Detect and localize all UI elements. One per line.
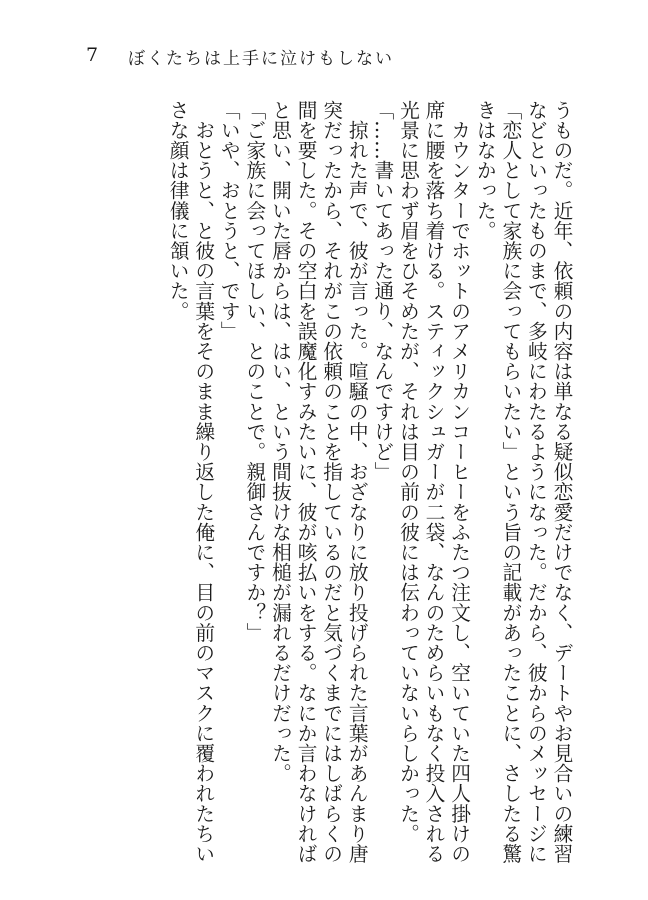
text-line: 間を要した。その空白を誤魔化すみたいに、彼が咳払いをする。なにか言わなければ: [294, 100, 318, 864]
page-header: [0, 34, 648, 74]
text-line: などといったものまで、多岐にわたるようになった。だから、彼からのメッセージに: [524, 100, 548, 864]
text-line: 席に腰を落ち着ける。スティックシュガーが二袋、なんのためらいもなく投入される: [422, 100, 446, 864]
text-line: うものだ。近年、依頼の内容は単なる疑似恋愛だけでなく、デートやお見合いの練習: [550, 100, 573, 864]
text-line: きはなかった。: [473, 100, 497, 241]
text-line: 突だったから、それがこの依頼のことを指しているのだと気づくまでにはしばらくの: [319, 100, 343, 864]
text-line: 「……書いてあった通り、なんですけど」: [370, 100, 394, 482]
text-line: さな顔は律儀に頷いた。: [166, 100, 190, 322]
text-line: カウンターでホットのアメリカンコーヒーをふたつ注文し、空いていた四人掛けの: [447, 100, 471, 864]
vertical-text-body: [165, 100, 575, 864]
page-number: 7: [86, 44, 100, 66]
text-line: 「ご家族に会ってほしい、とのことで。親御さんですか？」: [242, 100, 266, 643]
text-line: 掠れた声で、彼が言った。喧騒の中、おざなりに放り投げられた言葉があんまり唐: [345, 100, 369, 864]
text-line: と思い、開いた唇からは、はい、という間抜けな相槌が漏れるだけだった。: [268, 100, 292, 784]
text-line: おとうと、と彼の言葉をそのまま繰り返した俺に、目の前のマスクに覆われたちい: [191, 100, 215, 864]
text-line: 「いや、おとうと、です」: [217, 100, 241, 342]
text-line: 「恋人として家族に会ってもらいたい」という旨の記載があったことに、さしたる驚: [498, 100, 522, 864]
text-line: 光景に思わず眉をひそめたが、それは目の前の彼には伝わっていないらしかった。: [396, 100, 420, 844]
running-title: ぼくたちは上手に泣けもしない: [128, 49, 394, 69]
